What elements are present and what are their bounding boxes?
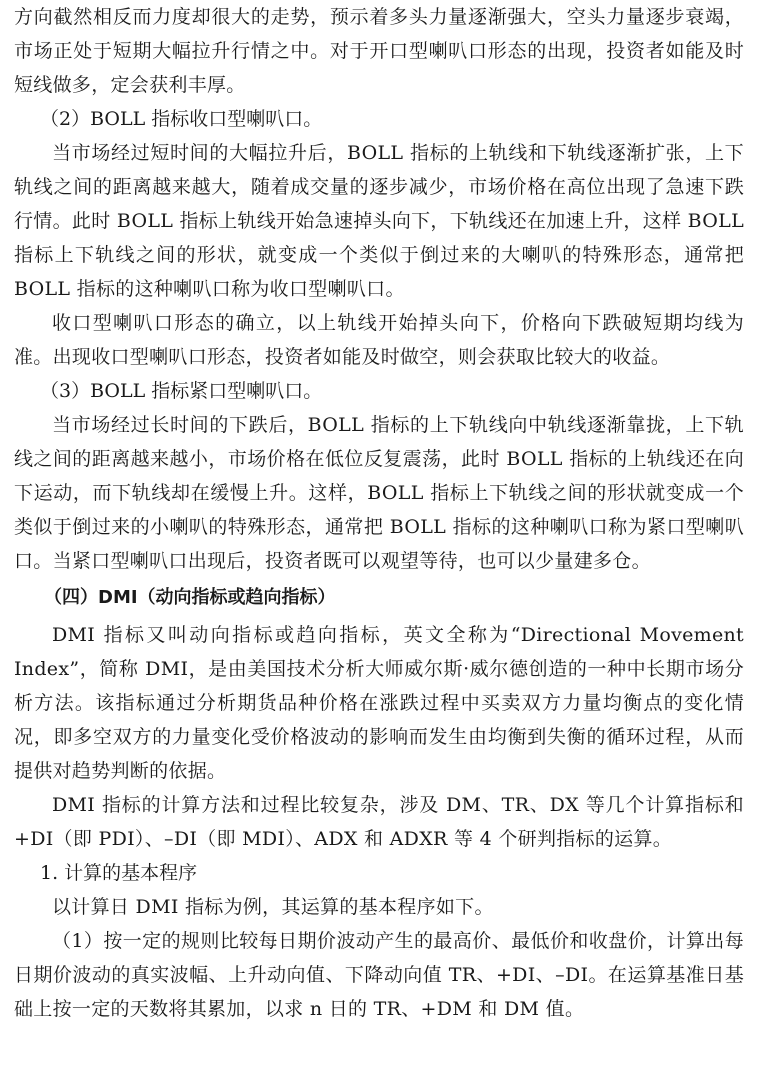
- subheading-basic-procedure: 1. 计算的基本程序: [40, 862, 198, 884]
- paragraph-tight-horn-description: 当市场经过长时间的下跌后，BOLL 指标的上下轨线向中轨线逐渐靠拢，上下轨线之间的距离越来越小，市场价格在低位反复震荡，此时 BOLL 指标的上轨线还在向下运动，而下轨线却在缓慢上升。这样，BOLL 指标上下轨线之间的形状就变成一个类似于倒过来的小喇叭的特殊形态，通常把 BOLL 指标的这种喇叭口称为紧口型喇叭口。当紧口型喇叭口出现后，投资者既可以观望等待，也可以少量建多仓。: [14, 414, 744, 572]
- paragraph-procedure-step-1: （1）按一定的规则比较每日期价波动产生的最高价、最低价和收盘价，计算出每日期价波动的真实波幅、上升动向值、下降动向值 TR、+DI、–DI。在运算基准日基础上按一定的天数将其累加，以求 n 日的 TR、+DM 和 DM 值。: [14, 930, 744, 1020]
- paragraph-dmi-calculation-overview: DMI 指标的计算方法和过程比较复杂，涉及 DM、TR、DX 等几个计算指标和 +DI（即 PDI）、–DI（即 MDI）、ADX 和 ADXR 等 4 个研判指标的运算。: [14, 794, 744, 850]
- paragraph-intro-continued: 方向截然相反而力度却很大的走势，预示着多头力量逐渐强大，空头力量逐步衰竭，市场正处于短期大幅拉升行情之中。对于开口型喇叭口形态的出现，投资者如能及时短线做多，定会获利丰厚。: [14, 6, 744, 96]
- section-heading-dmi: （四）DMI（动向指标或趋向指标）: [44, 587, 336, 608]
- subheading-boll-tight-horn: （3）BOLL 指标紧口型喇叭口。: [40, 380, 323, 402]
- paragraph-closing-horn-confirmation: 收口型喇叭口形态的确立，以上轨线开始掉头向下，价格向下跌破短期均线为准。出现收口型喇叭口形态，投资者如能及时做空，则会获取比较大的收益。: [14, 312, 744, 368]
- subheading-boll-closing-horn: （2）BOLL 指标收口型喇叭口。: [40, 108, 323, 130]
- paragraph-procedure-intro: 以计算日 DMI 指标为例，其运算的基本程序如下。: [52, 896, 494, 918]
- paragraph-dmi-definition: DMI 指标又叫动向指标或趋向指标，英文全称为“Directional Movement Index”，简称 DMI，是由美国技术分析大师威尔斯·威尔德创造的一种中长期市场分析方法。该指标通过分析期货品种价格在涨跌过程中买卖双方力量均衡点的变化情况，即多空双方的力量变化受价格波动的影响而发生由均衡到失衡的循环过程，从而提供对趋势判断的依据。: [14, 624, 744, 782]
- paragraph-closing-horn-description: 当市场经过短时间的大幅拉升后，BOLL 指标的上轨线和下轨线逐渐扩张，上下轨线之间的距离越来越大，随着成交量的逐步减少，市场价格在高位出现了急速下跌行情。此时 BOLL 指标上轨线开始急速掉头向下，下轨线还在加速上升，这样 BOLL 指标上下轨线之间的形状，就变成一个类似于倒过来的大喇叭的特殊形态，通常把 BOLL 指标的这种喇叭口称为收口型喇叭口。: [14, 142, 744, 300]
